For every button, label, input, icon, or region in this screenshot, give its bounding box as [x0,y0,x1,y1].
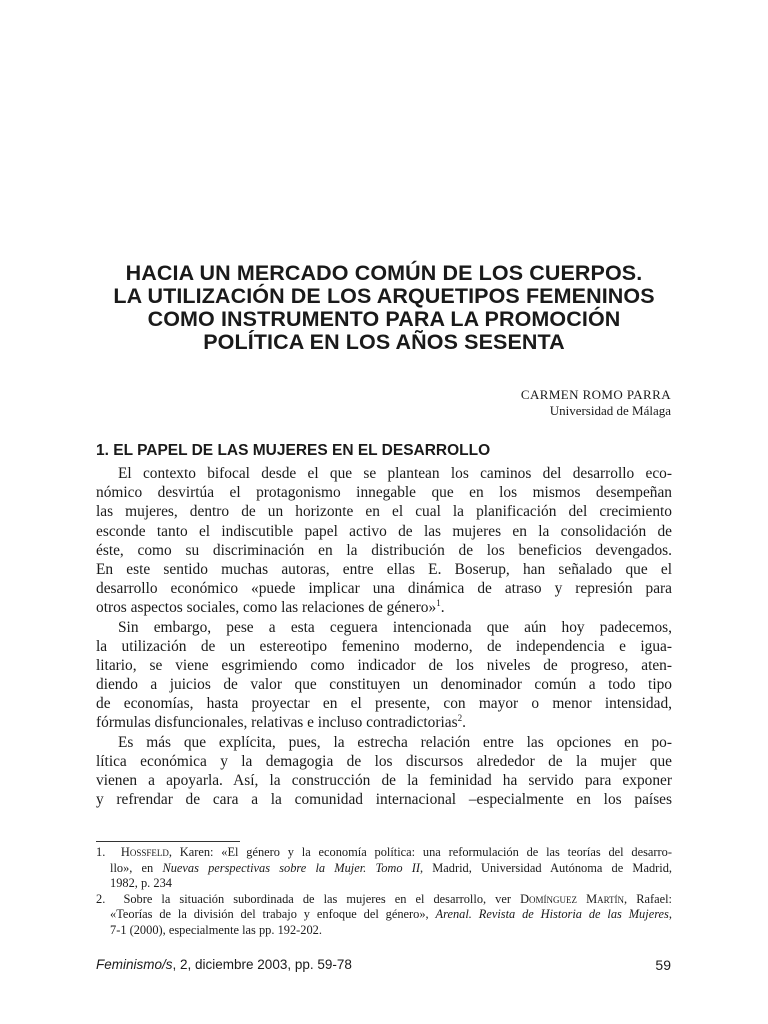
text-line: Es más que explícita, pues, la estrecha relación entre las opciones en po- [118,733,672,751]
text-segment: , Karen: «El género y la economía política: una reformulación de las teorías del desarro- [168,845,672,859]
cited-title: Nuevas perspectivas sobre la Mujer. Tomo II [162,860,420,875]
text-line: En este sentido muchas autoras, entre ellas E. Boserup, han señalado que el [96,560,672,578]
page-number: 59 [655,957,671,973]
cited-author: Hossfeld [120,845,169,859]
cited-title: Arenal. Revista de Historia de las Mujeres [435,907,669,921]
text-segment: , [668,907,672,921]
text-line [96,713,672,732]
text-segment: otros aspectos sociales, como las relaciones de género» [96,599,437,617]
text-line: las mujeres, dentro de un horizonte en el cual la planificación del crecimiento [96,503,672,521]
citation-details: , 2, diciembre 2003, pp. 59-78 [172,957,352,972]
text-line: nómico desvirtúa el protagonismo innegable que en los mismos desempeñan [96,484,672,502]
footnote-ref: 2 [457,713,463,724]
text-segment: . [440,599,445,617]
footnote-1-line [96,861,672,877]
title-line: COMO INSTRUMENTO PARA LA PROMOCIÓN [147,307,621,331]
journal-citation [96,957,352,972]
cited-author: Domínguez Martín [520,891,625,906]
text-line: la utilización de un estereotipo femenino moderno, de independencia e igua- [96,637,672,655]
text-segment: llo», en [110,860,163,875]
text-segment: , Rafael: [624,891,672,906]
footnote-1-line: 1982, p. 234 [110,876,172,890]
text-line: diendo a juicios de valor que constituyen un denominador común a todo tipo [96,676,672,694]
footnotes [96,845,672,938]
author-affiliation: Universidad de Málaga [549,403,671,418]
article-title [80,262,688,354]
text-line: vienen a apoyarla. Así, la construcción de la feminidad ha servido para exponer [96,772,672,789]
footnote-number: 1. [96,845,106,859]
text-line: desarrollo económico «puede implicar una dinámica de atraso y represión para [96,580,672,598]
footnote-divider [96,841,240,842]
text-line: de economías, hasta proyectar en el presente, con mayor o menor intensidad, [96,695,672,713]
footnote-2-line [96,892,672,908]
text-segment: fórmulas disfuncionales, relativas e incluso contradictorias [96,714,458,732]
title-line: POLÍTICA EN LOS AÑOS SESENTA [203,330,565,354]
text-line: litario, se viene esgrimiendo como indicador de los niveles de progreso, aten- [96,656,672,674]
footnote-2-line: 7-1 (2000), especialmente las pp. 192-202. [110,922,322,937]
title-line: LA UTILIZACIÓN DE LOS ARQUETIPOS FEMENINOS [113,284,655,308]
text-line: El contexto bifocal desde el que se plantean los caminos del desarrollo eco- [118,465,672,482]
text-line: éste, como su discriminación en la distribución de los beneficios devengados. [96,541,672,559]
title-line: HACIA UN MERCADO COMÚN DE LOS CUERPOS. [125,261,643,285]
text-segment: , Madrid, Universidad Autónoma de Madrid, [419,860,673,875]
text-line: lítica económica y la demagogia de los discursos alrededor de la mujer que [96,752,672,770]
footnote-ref: 1 [436,598,441,609]
text-line: esconde tanto el indiscutible papel activo de las mujeres en la consolidación de [96,522,672,540]
text-line [96,598,672,617]
text-segment: «Teorías de la división del trabajo y enfoque del género», [110,907,436,921]
text-segment: . [462,714,466,732]
author-name: CARMEN ROMO PARRA [520,387,671,402]
journal-name: Feminismo/s [96,957,173,972]
footnote-number: 2. [96,891,106,906]
footnote-2-line [96,907,672,923]
text-line: y refrendar de cara a la comunidad internacional –especialmente en los países [96,791,672,809]
body-text [96,464,672,809]
text-segment: Sobre la situación subordinada de las mujeres en el desarrollo, ver [123,891,521,906]
author-block [521,387,671,419]
text-line: Sin embargo, pese a esta ceguera intencionada que aún hoy padecemos, [118,618,672,636]
section-heading: 1. EL PAPEL DE LAS MUJERES EN EL DESARROLLO [96,442,491,459]
footnote-1-line [96,845,672,861]
